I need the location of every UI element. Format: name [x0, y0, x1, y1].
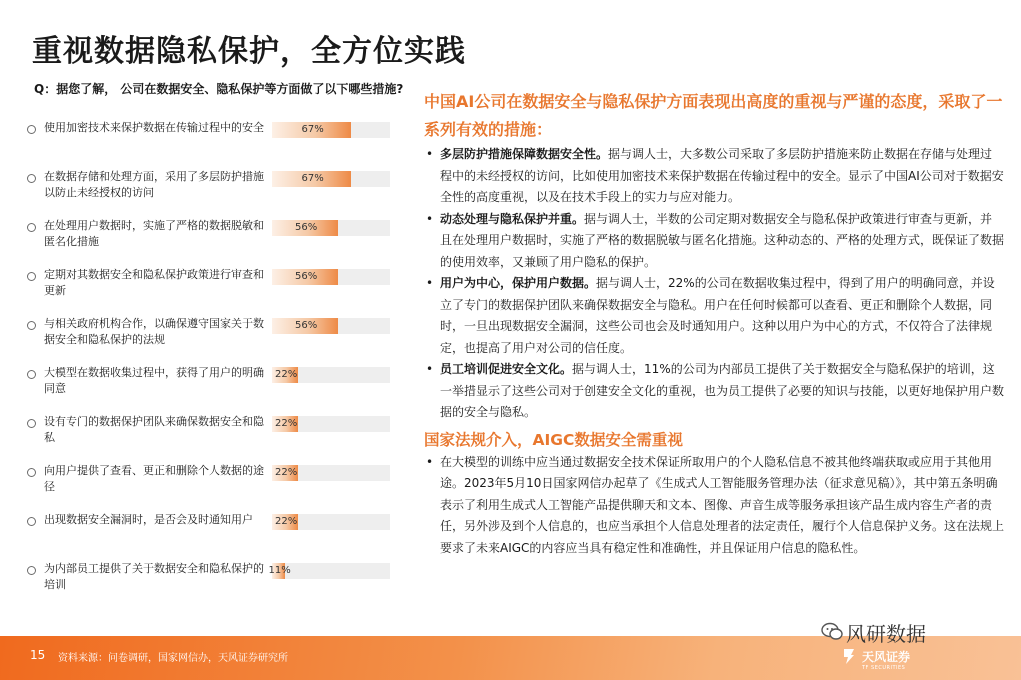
logo-cn: 天风证券 — [862, 650, 911, 664]
right-column — [424, 88, 1004, 559]
regulation-bullet: • 在大模型的训练中应当通过数据安全技术保证所取用户的个人隐私信息不被其他终端获取或应用于其他用途。2023年5月10日国家网信办起草了《生成式人工智能服务管理办法（征求意见稿）》，其中第五条明确表示了利用生成式人工智能产品提供聊天和文本、图像、声音生成等服务承担该产品生成内容生产者的责任，另外涉及到个人信息的，也应当承担个人信息处理者的法定责任，履行个人信息保护义务。这在法规上要求了未来AIGC的内容应当具有稳定性和准确性，并且保证用户信息的隐私性。 — [424, 452, 1004, 560]
company-logo — [862, 648, 910, 671]
bar-value-label: 67% — [301, 124, 324, 135]
bar-track — [268, 563, 390, 579]
bar-category-label: 使用加密技术来保护数据在传输过程中的安全 — [44, 121, 264, 134]
section-title-regulation: 国家法规介入，AIGC数据安全需重视 — [424, 430, 683, 449]
bar-row — [24, 412, 404, 461]
finding-bullet — [424, 273, 1004, 359]
bar-value-label: 11% — [268, 565, 291, 576]
bar-value-label: 22% — [274, 516, 298, 527]
bar-track — [272, 122, 390, 138]
finding-bullet-title: 员工培训促进安全文化。 — [440, 362, 573, 376]
bullet-icon — [27, 223, 36, 232]
bullet-icon — [27, 321, 36, 330]
bullet-icon — [27, 272, 36, 281]
bar-row — [24, 510, 404, 559]
wechat-icon — [821, 622, 843, 642]
bullet-icon — [27, 174, 36, 183]
bullet-icon — [27, 419, 36, 428]
bar-category-label: 在处理用户数据时，实施了严格的数据脱敏和匿名化措施 — [44, 219, 264, 248]
survey-question: Q：据您了解， 公司在数据安全、隐私保护等方面做了以下哪些措施? — [34, 82, 404, 96]
tf-logo-icon — [842, 647, 856, 665]
page-title: 重视数据隐私保护，全方位实践 — [32, 34, 466, 69]
logo-en: TF SECURITIES — [862, 665, 906, 671]
page-number: 15 — [30, 648, 46, 662]
source-note: 资料来源：问卷调研，国家网信办，天风证券研究所 — [58, 653, 288, 664]
bar-track — [272, 318, 390, 334]
finding-bullet-text: 据与调人士，半数的公司定期对数据安全与隐私保护政策进行审查与更新，并且在处理用户数据时，实施了严格的数据脱敏与匿名化措施。这种动态的、严格的处理方式，既保证了数据的使用效率，又兼顾了用户隐私的保护。 — [440, 211, 1005, 269]
bar-category-label: 设有专门的数据保护团队来确保数据安全和隐私 — [44, 415, 264, 444]
bar-value-label: 22% — [274, 418, 298, 429]
bar-row — [24, 363, 404, 412]
finding-bullet-title: 多层防护措施保障数据安全性。 — [440, 147, 609, 161]
bar-track — [272, 514, 390, 530]
watermark-text: 风研数据 — [846, 622, 926, 646]
finding-bullet-text: 据与调人士，22%的公司在数据收集过程中，得到了用户的明确同意，并设立了专门的数据保护团队来确保数据安全与隐私。用户在任何时候都可以查看、更正和删除个人数据，同时，一旦出现数据安全漏洞，这些公司也会及时通知用户。这种以用户为中心的方式，不仅符合了法律规定，也提高了用户对公司的信任度。 — [440, 276, 995, 355]
bar-category-label: 定期对其数据安全和隐私保护政策进行审查和更新 — [44, 268, 264, 297]
finding-bullet — [424, 209, 1004, 274]
finding-bullet-text: 据与调人士，大多数公司采取了多层防护措施来防止数据在存储与处理过程中的未经授权的访问，比如使用加密技术来保护数据在传输过程中的安全。显示了中国AI公司对于数据安全性的高度重视，以及在技术手段上的实力与应对能力。 — [440, 147, 1004, 204]
bar-value-label: 22% — [274, 369, 298, 380]
bar-row — [24, 265, 404, 314]
bar-track — [272, 367, 390, 383]
finding-bullet — [424, 359, 1004, 424]
bar-category-label: 与相关政府机构合作，以确保遵守国家关于数据安全和隐私保护的法规 — [44, 317, 264, 346]
bar-track — [272, 416, 390, 432]
bar-category-label: 为内部员工提供了关于数据安全和隐私保护的培训 — [44, 562, 264, 591]
bar-category-label: 大模型在数据收集过程中，获得了用户的明确同意 — [44, 366, 264, 395]
bullet-icon — [27, 566, 36, 575]
finding-bullet — [424, 144, 1004, 209]
survey-bar-chart — [24, 118, 404, 608]
finding-bullet-title: 动态处理与隐私保护并重。 — [440, 211, 585, 226]
bar-track — [272, 171, 390, 187]
bar-row — [24, 559, 404, 608]
bullet-icon — [27, 125, 36, 134]
bar-row — [24, 216, 404, 265]
bullet-icon — [27, 370, 36, 379]
bar-category-label: 在数据存储和处理方面，采用了多层防护措施以防止未经授权的访问 — [44, 170, 264, 199]
bullet-icon — [27, 468, 36, 477]
bar-value-label: 56% — [295, 271, 318, 282]
bar-row — [24, 461, 404, 510]
bar-category-label: 出现数据安全漏洞时，是否会及时通知用户 — [44, 513, 253, 526]
bar-track — [272, 220, 390, 236]
bar-row — [24, 167, 404, 216]
bullet-icon — [27, 517, 36, 526]
bar-row — [24, 314, 404, 363]
bar-track — [272, 465, 390, 481]
bar-value-label: 67% — [301, 173, 324, 184]
bar-category-label: 向用户提供了查看、更正和删除个人数据的途径 — [44, 464, 264, 493]
bar-value-label: 56% — [295, 320, 318, 331]
bar-value-label: 22% — [274, 467, 298, 478]
bar-track — [272, 269, 390, 285]
bar-value-label: 56% — [295, 222, 318, 233]
bar-row — [24, 118, 404, 167]
finding-bullet-text: 据与调人士，11%的公司为内部员工提供了关于数据安全与隐私保护的培训，这一举措显示了这些公司对于创建安全文化的重视，也为员工提供了必要的知识与技能，以更好地保护用户数据的安全与隐私。 — [440, 362, 1005, 419]
headline: 中国AI公司在数据安全与隐私保护方面表现出高度的重视与严谨的态度，采取了一系列有效的措施： — [424, 92, 1003, 139]
finding-bullet-title: 用户为中心，保护用户数据。 — [440, 276, 597, 290]
bullet-list — [424, 144, 1004, 424]
